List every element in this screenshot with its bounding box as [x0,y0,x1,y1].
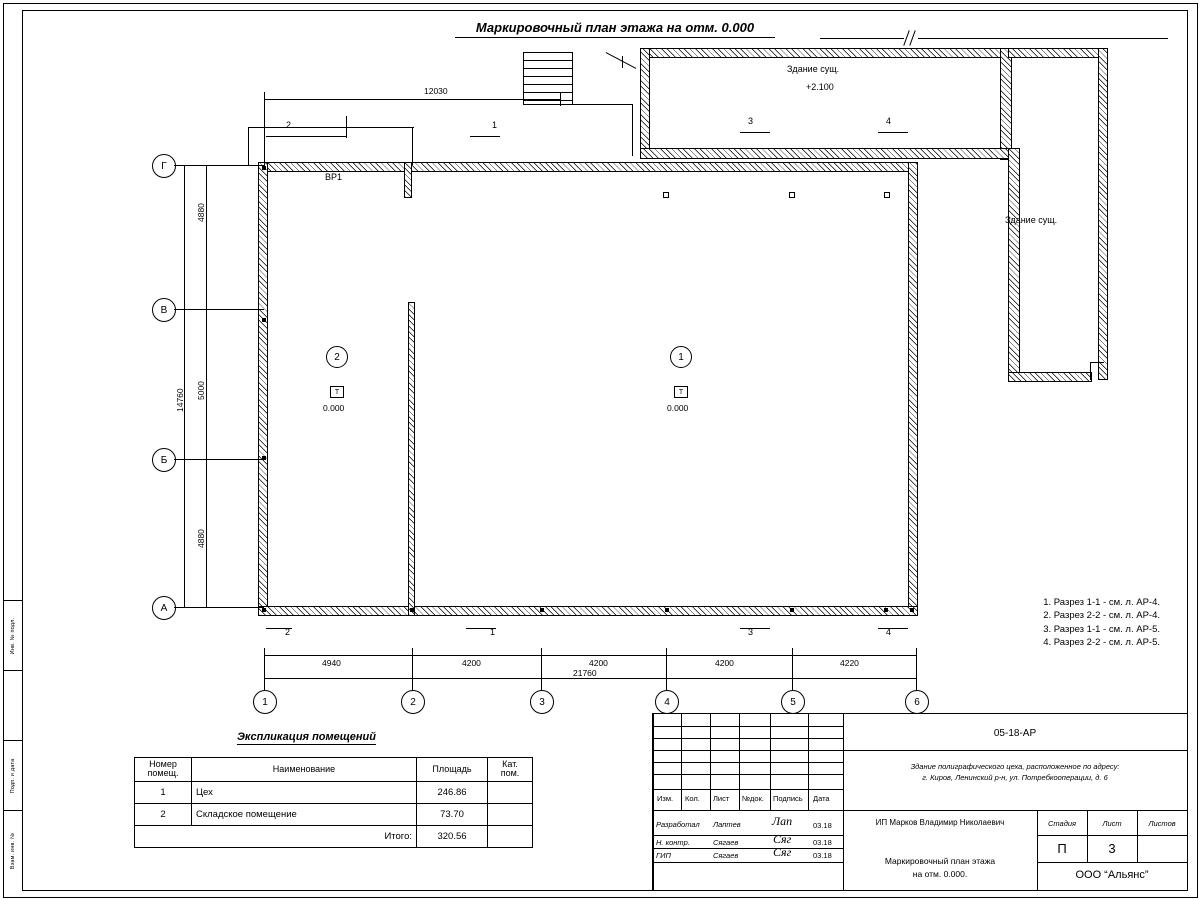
stamp-date: 03.18 [813,821,832,830]
break-line [918,38,1168,39]
cell-kat [488,781,533,803]
stamp-role-nkontr: Н. контр. [656,838,690,847]
dimension-line-left-total [184,165,185,607]
section-line [878,132,908,133]
stair-step [523,100,573,101]
column-node [910,608,914,612]
section-mark-1-bottom: 1 [490,627,496,637]
dimension-tick [199,459,213,460]
cell-area: 73.70 [417,803,488,825]
section-mark-4: 4 [886,116,892,126]
stamp-stage-header: Стадия [1047,819,1077,828]
level-value: 0.000 [323,403,345,413]
section-line [878,628,908,629]
section-mark-3-bottom: 3 [748,627,754,637]
existing-building-wall-top-right [1008,48,1108,58]
section-line [740,132,770,133]
section-mark-4-bottom: 4 [886,627,892,637]
section-line [266,136,346,137]
left-stamp-cell [3,810,22,890]
axis-number-6: 6 [905,690,929,714]
stamp-col-data: Дата [813,794,830,803]
section-mark-2: 2 [286,120,292,130]
stamp-date: 03.18 [813,851,832,860]
left-stamp-text: Подп. и дата [9,758,16,794]
existing-building-level-top: +2.100 [806,82,834,92]
cell-name: Цех [192,781,417,803]
stamp-code: 05-18-АР [993,728,1037,739]
axis-line [174,607,264,608]
existing-building-wall-right-inner [1008,148,1020,382]
note-item: 2. Разрез 2-2 - см. л. АР-4. [1043,610,1160,622]
dimension-value: 4200 [715,658,734,668]
door-jamb [404,162,412,198]
dimension-tick [541,648,542,662]
axis-letter-a: А [152,596,176,620]
existing-building-wall-far-right [1098,48,1108,380]
cell-name: Складское помещение [192,803,417,825]
existing-building-wall-top [640,48,1012,58]
dimension-total: 14760 [175,388,185,412]
cell-kat [488,803,533,825]
stamp-name-razrabotal: Лаптев [713,820,741,829]
level-value: 0.000 [667,403,689,413]
col-header-area: Площадь [417,758,488,782]
dimension-value: 4220 [840,658,859,668]
column-node [790,608,794,612]
room-mark-1: 1 [670,346,692,368]
stamp-object-line1: Здание полиграфического цеха, расположенное по адресу: [910,762,1120,771]
section-mark-1: 1 [492,120,498,130]
stamp-stage-value: П [1057,841,1067,856]
axis-number-1: 1 [253,690,277,714]
stamp-col-kol: Кол. [685,794,700,803]
existing-building-notch [1090,362,1104,363]
stair-step [523,52,573,53]
column-node [665,608,669,612]
section-mark-2-bottom: 2 [285,627,291,637]
stamp-col-podpis: Подпись [773,794,803,803]
axis-number-2: 2 [401,690,425,714]
axis-line [174,165,264,166]
axis-line [174,309,264,310]
dimension-tick [560,92,561,106]
section-line [346,116,347,138]
section-line [740,628,770,629]
note-item: 3. Разрез 1-1 - см. л. АР-5. [1043,623,1160,635]
dimension-value: 4200 [589,658,608,668]
title-stamp [652,713,1188,891]
column-node [262,318,266,322]
stamp-role-gip: ГИП [656,851,671,860]
axis-number-4: 4 [655,690,679,714]
recess-line-top [248,127,414,128]
dimension-tick [666,648,667,662]
dimension-line-total [264,678,916,679]
dimension-total: 21760 [573,668,597,678]
stamp-signature: Сяг [773,832,792,846]
main-wall-top [258,162,918,172]
axis-number-3: 3 [530,690,554,714]
table-total-row [135,825,533,847]
column-node [262,608,266,612]
column-node [410,608,414,612]
stamp-drawing-name-1: Маркировочный план этажа [884,856,996,866]
left-stamp-text: Инв. № подл. [9,617,16,655]
ramp-edge [622,56,623,68]
dimension-tick [199,165,213,166]
total-label: Итого: [135,825,417,847]
left-stamp-cell [3,740,22,811]
existing-building-wall-left [640,48,650,150]
stamp-object-line2: г. Киров, Ленинский р-н, ул. Потребкооперации, д. 6 [922,773,1108,782]
left-stamp-text: Взам. инв. № [9,832,16,869]
stamp-list-header: Лист [1102,819,1122,828]
plan-title: Маркировочный план этажа на отм. 0.000 [455,20,775,38]
dimension-tick [264,92,265,166]
recess-line-right [412,127,413,165]
existing-building-label-right: Здание сущ. [1005,215,1058,225]
door-label: BP1 [325,172,343,182]
ceiling-point [884,192,890,198]
existing-building-notch-v [1090,362,1091,380]
stamp-role-razrabotal: Разработал [656,820,700,829]
stair-landing [523,104,633,105]
dimension-line-bottom [264,655,916,656]
existing-building-label-top: Здание сущ. [787,64,840,74]
column-node [540,608,544,612]
dimension-tick [916,648,917,684]
total-value: 320.56 [417,825,488,847]
stamp-col-list: Лист [713,794,730,803]
stamp-list-value: 3 [1108,841,1116,856]
dimension-value: 5000 [196,381,206,400]
dimension-value: 12030 [424,86,448,96]
level-symbol: Т [674,386,688,398]
stamp-company: ООО “Альянс” [1075,869,1149,881]
axis-letter-b: Б [152,448,176,472]
dimension-tick [264,648,265,684]
break-line [820,38,904,39]
ceiling-point [663,192,669,198]
axis-letter-v: В [152,298,176,322]
note-item: 1. Разрез 1-1 - см. л. АР-4. [1043,597,1160,608]
dimension-line-left [206,165,207,607]
left-margin-stamp [3,600,22,889]
dimension-value: 4880 [196,529,206,548]
internal-partition [408,302,415,616]
axis-line [174,459,264,460]
stamp-name-gip: Сягаев [713,851,739,860]
dimension-line-top [264,99,560,100]
room-mark-2: 2 [326,346,348,368]
dimension-tick [792,648,793,662]
axis-letter-g: Г [152,154,176,178]
main-wall-left [258,162,268,616]
existing-building-wall-bottom-right [1008,372,1092,382]
stair-step [523,68,573,69]
exploration-title: Экспликация помещений [237,731,376,743]
col-header-number: Номер помещ. [135,758,192,782]
stamp-signature: Сяг [773,845,792,859]
stair-step [523,60,573,61]
stamp-col-izm: Изм. [657,794,674,803]
stamp-date: 03.18 [813,838,832,847]
dimension-tick [199,607,213,608]
stair-step [523,84,573,85]
table-header-row [135,758,533,782]
stamp-drawing-name-2: на отм. 0.000. [912,869,968,879]
ceiling-point [789,192,795,198]
column-node [884,608,888,612]
main-wall-bottom [258,606,918,616]
table-row [135,781,533,803]
stamp-listov-header: Листов [1148,819,1176,828]
col-header-kat: Кат. пом. [488,758,533,782]
section-line [470,136,500,137]
stair-landing-edge [632,104,633,156]
left-stamp-cell [3,600,22,671]
dimension-value: 4880 [196,203,206,222]
col-header-name: Наименование [192,758,417,782]
table-row [135,803,533,825]
recess-line-left [248,127,249,165]
stamp-signature: Лап [772,814,793,828]
cell-number: 2 [135,803,192,825]
dimension-tick [199,309,213,310]
stamp-col-ndok: №док. [742,794,764,803]
stamp-name-nkontr: Сягаев [713,838,739,847]
stamp-customer: ИП Марков Владимир Николаевич [875,818,1005,827]
note-item: 4. Разрез 2-2 - см. л. АР-5. [1043,637,1160,649]
dimension-value: 4940 [322,658,341,668]
existing-building-wall-bottom [640,148,1010,159]
main-wall-right [908,162,918,616]
cell-number: 1 [135,781,192,803]
dimension-value: 4200 [462,658,481,668]
stair-step [523,76,573,77]
stair-step [523,92,573,93]
column-node [262,166,266,170]
cell-area: 246.86 [417,781,488,803]
left-stamp-cell [3,670,22,741]
axis-number-5: 5 [781,690,805,714]
notes-block [1043,596,1160,650]
level-symbol: Т [330,386,344,398]
existing-building-wall-right-upper [1000,48,1012,160]
section-mark-3: 3 [748,116,754,126]
dimension-tick [412,648,413,662]
total-kat [488,825,533,847]
exploration-table [134,757,533,848]
